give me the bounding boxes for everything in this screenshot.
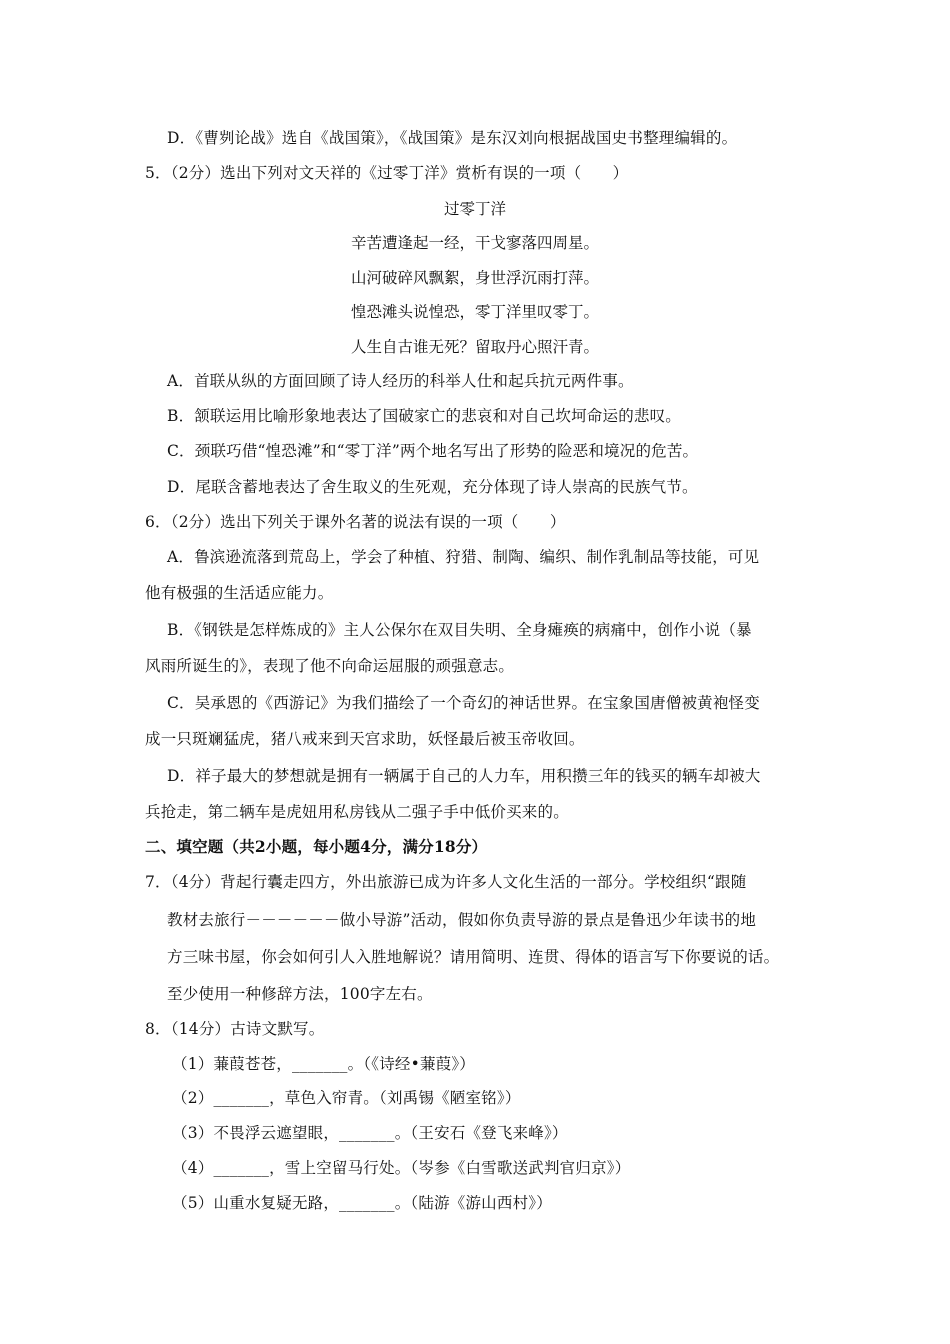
q8-stem: 8．（14分）古诗文默写。 (145, 1020, 325, 1038)
q5-poem-line-2: 山河破碎风飘絮，身世浮沉雨打萍。 (350, 269, 599, 287)
q5-poem-title: 过零丁洋 (443, 200, 506, 218)
q5-stem: 5．（2分）选出下列对文天祥的《过零丁洋》赏析有误的一项（ ） (145, 164, 629, 182)
q5-option-a: A．首联从纵的方面回顾了诗人经历的科举人仕和起兵抗元两件事。 (167, 372, 634, 390)
q6-option-a-line-1: A．鲁滨逊流落到荒岛上，学会了种植、狩猎、制陶、编织、制作乳制品等技能，可见 (167, 548, 760, 566)
q5-poem-line-4: 人生自古谁无死？留取丹心照汗青。 (350, 338, 599, 356)
q5-poem-line-1: 辛苦遭逢起一经，干戈寥落四周星。 (350, 234, 599, 252)
q8-item-4: （4）_______，雪上空留马行处。（岑参《白雪歌送武判官归京》） (172, 1159, 631, 1177)
q6-option-b-line-1: B．《钢铁是怎样炼成的》主人公保尔在双目失明、全身瘫痪的病痛中，创作小说（暴 (167, 621, 752, 639)
q7-line-2: 教材去旅行－－－－－－做小导游”活动，假如你负责导游的景点是鲁迅少年读书的地 (167, 911, 757, 929)
q7-line-3: 方三味书屋，你会如何引人入胜地解说？请用简明、连贯、得体的语言写下你要说的话。 (167, 948, 780, 966)
q7-line-4: 至少使用一种修辞方法，100字左右。 (167, 985, 433, 1003)
q6-option-b-line-2: 风雨所诞生的》，表现了他不向命运屈服的顽强意志。 (145, 657, 515, 675)
q6-option-c-line-1: C．吴承恩的《西游记》为我们描绘了一个奇幻的神话世界。在宝象国唐僧被黄袍怪变 (167, 694, 760, 712)
q8-item-5: （5）山重水复疑无路，_______。（陆游《游山西村》） (172, 1194, 552, 1212)
q6-option-a-line-2: 他有极强的生活适应能力。 (145, 584, 334, 602)
q6-option-d-line-2: 兵抢走，第二辆车是虎妞用私房钱从二强子手中低价买来的。 (145, 803, 569, 821)
q8-item-2: （2）_______，草色入帘青。（刘禹锡《陋室铭》） (172, 1089, 521, 1107)
q6-stem: 6．（2分）选出下列关于课外名著的说法有误的一项（ ） (145, 513, 566, 531)
q8-item-1: （1）蒹葭苍苍，_______。（《诗经•蒹葭》） (172, 1055, 476, 1073)
q4-option-d: D．《曹刿论战》选自《战国策》，《战国策》是东汉刘向根据战国史书整理编辑的。 (167, 129, 738, 147)
q8-item-3: （3）不畏浮云遮望眼，_______。（王安石《登飞来峰》） (172, 1124, 568, 1142)
q5-poem-line-3: 惶恐滩头说惶恐，零丁洋里叹零丁。 (350, 303, 599, 321)
q5-option-d: D．尾联含蓄地表达了舍生取义的生死观，充分体现了诗人崇高的民族气节。 (167, 478, 698, 496)
q6-option-c-line-2: 成一只斑斓猛虎，猪八戒来到天宫求助，妖怪最后被玉帝收回。 (145, 730, 585, 748)
q7-line-1: 7．（4分）背起行囊走四方，外出旅游已成为许多人文化生活的一部分。学校组织“跟随 (145, 873, 747, 891)
section-heading-fill-in: 二、填空题（共2小题，每小题4分，满分18分） (145, 837, 488, 856)
q5-option-b: B．颔联运用比喻形象地表达了国破家亡的悲哀和对自己坎坷命运的悲叹。 (167, 407, 681, 425)
q6-option-d-line-1: D．祥子最大的梦想就是拥有一辆属于自己的人力车，用积攒三年的钱买的辆车却被大 (167, 767, 761, 785)
q5-option-c: C．颈联巧借“惶恐滩”和“零丁洋”两个地名写出了形势的险恶和境况的危苦。 (167, 442, 699, 460)
